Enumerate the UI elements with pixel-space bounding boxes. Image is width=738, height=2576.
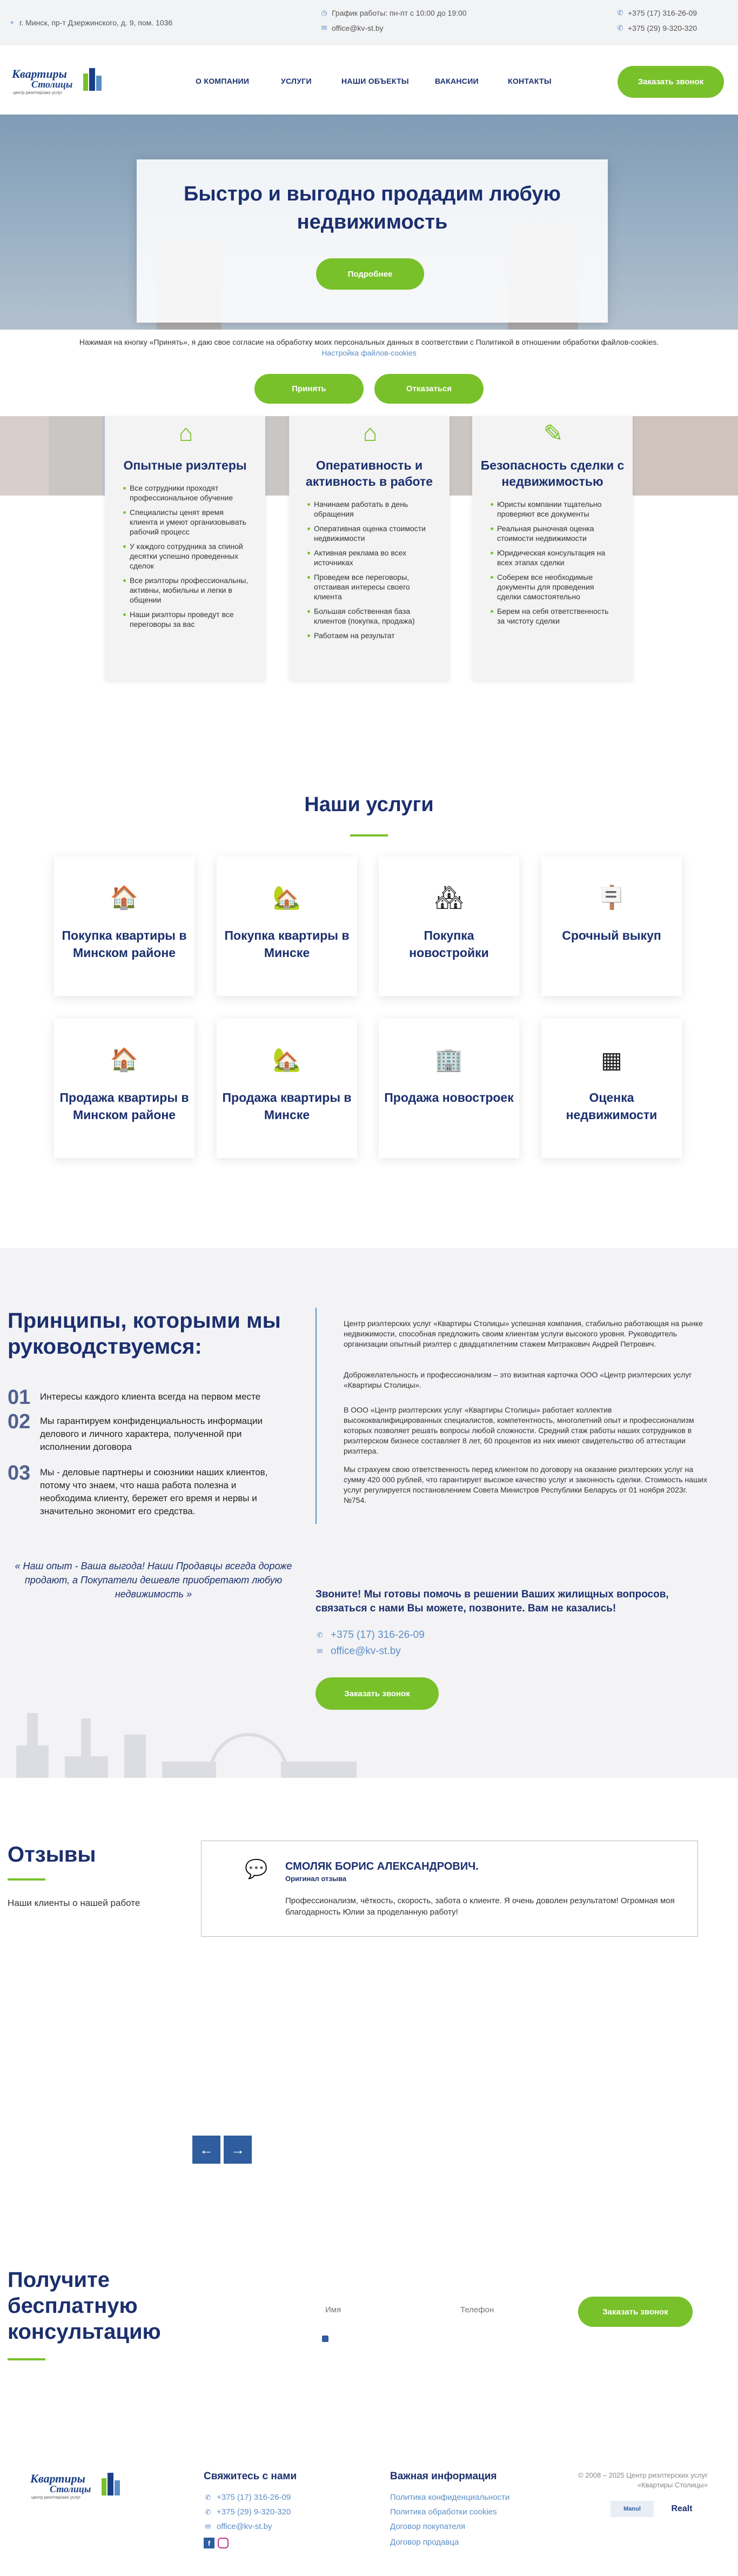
order-call-button[interactable]: Заказать звонок (618, 66, 724, 98)
clock-icon: ◷ (321, 9, 327, 17)
phone-icon: ✆ (617, 9, 623, 17)
quote: « Наш опыт - Ваша выгода! Наши Продавцы всегда дороже продают, а Покупатели дешевле приобретают любую недвижимость » (15, 1561, 292, 1600)
prev-arrow-icon[interactable]: ← (192, 2136, 220, 2164)
order-call-button[interactable]: Заказать звонок (578, 2297, 693, 2327)
hero-card (137, 159, 608, 323)
list-item: Специалисты ценят время клиента и умеют организовывать рабочий процесс (123, 507, 249, 537)
house-clock-icon: ⌂ (363, 420, 378, 446)
briefcase-icon: ⌂ (178, 420, 193, 446)
hands-house-icon: 🏡 (272, 1046, 301, 1072)
email-link[interactable]: ✉ office@kv-st.by (316, 1645, 401, 1657)
email-link[interactable]: ✉ office@kv-st.by (320, 24, 384, 32)
instagram-icon[interactable] (218, 2538, 229, 2548)
phone-link-1[interactable]: ✆ +375 (17) 316-26-09 (616, 9, 697, 17)
contacts-title: Свяжитесь с нами (204, 2471, 297, 2482)
address: ⌖ г. Минск, пр-т Дзержинского, д. 9, пом. 1036 (8, 18, 172, 27)
phone-link[interactable]: ✆ +375 (17) 316-26-09 (316, 1629, 425, 1641)
footer-link[interactable]: Договор продавца (390, 2538, 459, 2547)
house-sale-icon: 🏠 (110, 1046, 139, 1072)
divider (350, 834, 388, 837)
list-item: Соберем все необходимые документы для проведения сделки самостоятельно (491, 572, 616, 601)
footer-link[interactable]: Договор покупателя (390, 2522, 466, 2531)
email-icon: ✉ (317, 1647, 323, 1655)
feature-card-realtors: ⌂ Опытные риэлтеры Все сотрудники проходят профессиональное обучение Специалисты ценят время клиента и умеют организовывать рабочий процесс У каждого сотрудника за спиной десятки успешно проведенных сделок Все риэлторы профессиональны, активны, мобильны и легки в общении Наши риэлторы проведут все переговоры за вас (105, 416, 265, 681)
email-link[interactable]: ✉ office@kv-st.by (204, 2522, 272, 2531)
copyright: © 2008 – 2025 Центр риэлтерских услуг «Квартиры Столицы» (578, 2471, 708, 2489)
email-icon: ✉ (205, 2522, 211, 2531)
more-button[interactable]: Подробнее (316, 258, 424, 290)
email-icon: ✉ (321, 24, 327, 32)
cookie-decline-button[interactable]: Отказаться (374, 374, 484, 404)
list-item: Оперативная оценка стоимости недвижимости (307, 524, 433, 543)
nav-objects[interactable]: НАШИ ОБЪЕКТЫ (341, 77, 409, 85)
service-card[interactable]: 🏠 Покупка квартиры в Минском районе (54, 857, 194, 996)
divider (8, 1878, 45, 1881)
nav-contacts[interactable]: КОНТАКТЫ (508, 77, 552, 85)
mobile-icon: ✆ (205, 2507, 211, 2516)
document-pen-icon: ✎ (543, 420, 563, 447)
service-card[interactable]: 🪧 Срочный выкуп (541, 857, 682, 996)
phone-icon: ✆ (317, 1631, 323, 1639)
hand-house-icon: 🏡 (272, 884, 301, 910)
service-card[interactable]: 🏡 Покупка квартиры в Минске (217, 857, 357, 996)
service-card[interactable]: 🏠 Продажа квартиры в Минском районе (54, 1019, 194, 1158)
footer-link[interactable]: Политика обработки cookies (390, 2507, 497, 2517)
divider (316, 1308, 317, 1524)
phone-input[interactable] (460, 2298, 568, 2322)
cookie-settings-link[interactable]: Настройка файлов-cookies (321, 349, 417, 357)
building-icon: 🏢 (434, 1046, 464, 1072)
divider (8, 2358, 45, 2360)
reviews-title: Отзывы (8, 1843, 96, 1866)
footer-logo[interactable]: Квартиры Столицы центр риэлтерских услуг (30, 2471, 122, 2501)
city-illustration (0, 1643, 367, 1778)
phone-link-1[interactable]: ✆ +375 (17) 316-26-09 (204, 2493, 291, 2502)
footer (0, 2453, 738, 2576)
list-item: Начинаем работать в день обращения (307, 499, 433, 519)
service-card[interactable]: 🏘 Покупка новостройки (379, 857, 519, 996)
list-item: Реальная рыночная оценка стоимости недвижимости (491, 524, 616, 543)
social-links (204, 2538, 229, 2548)
location-icon: ⌖ (10, 18, 14, 26)
cookie-text: Нажимая на кнопку «Принять», я даю свое согласие на обработку моих персональных данных в соответствии с Политикой в отношении обработки файлов-cookies. (79, 338, 659, 346)
cookie-accept-button[interactable]: Принять (254, 374, 364, 404)
list-item: Юридическая консультация на всех этапах сделки (491, 548, 616, 567)
hero-title: Быстро и выгодно продадим любую недвижимость (183, 183, 561, 233)
principles-section: Принципы, которыми мы руководствуемся: 01 Интересы каждого клиента всегда на первом месте 02 Мы гарантируем конфиденциальность информации делового и личного характера, полученной при исполнении договора 03 Мы - деловые партнеры и союзники наших клиентов, потому что знаем, что наша работа полезна и необходима клиенту, бережет его время и нервы и значительно экономит его средства. « Наш опыт - Ваша выгода! Наши Продавцы всегда дороже продают, а Покупатели дешевле приобретают любую недвижимость » Центр риэлтерских услуг «Квартиры Столицы» успешная компания, стабильно работающая на рынке недвижимости, способная предложить своим клиентам услуги высокого уровня. Руководитель организации опытный риэлтер с двадцатилетним стажем Митракович Андрей Петрович. Доброжелательность и профессионализм – это визитная карточка ООО «Центр риэлтерских услуг «Квартиры Столицы». В ООО «Центр риэлтерских услуг «Квартиры Столицы» работает коллектив высококвалифицированных специалистов, компетентность, многолетний опыт и профессионализм которых позволяет решать вопросы любой сложности. Средний стаж работы наших сотрудников в риэлтерском бизнесе составляет 8 лет, 60 процентов из них имеют свидетельство об аттестации риэлтера. Мы страхуем свою ответственность перед клиентом по договору на оказание риэлтерских услуг на сумму 420 000 рублей, что гарантирует высокое качество услуг и законность сделки. Стоимость наших услуг регулируется постановлением Совета Министров Республики Беларусь от 01 ноября 2023г. №754. Звоните! Мы готовы помочь в решении Ваших жилищных вопросов, связаться с нами Вы можете, позвоните. Вам не казались! ✆ +375 (17) 316-26-09 ✉ office@kv-st.by Заказать звонок (0, 1248, 738, 1778)
consult-title: Получите бесплатную консультацию (8, 2268, 161, 2344)
schedule: ◷ График работы: пн-пт с 10:00 до 19:00 (320, 9, 467, 17)
top-bar (0, 0, 738, 45)
feature-card-safety: ✎ Безопасность сделки с недвижимостью Юристы компании тщательно проверяют все документы Реальная рыночная оценка стоимости недвижимости Юридическая консультация на всех этапах сделки Соберем все необходимые документы для проведения сделки самостоятельно Берем на себя ответственность за чистоту сделки (472, 416, 633, 681)
partner-badge[interactable]: Manul (610, 2501, 654, 2517)
nav-services[interactable]: УСЛУГИ (281, 77, 312, 85)
nav-vacancies[interactable]: ВАКАНСИИ (435, 77, 479, 85)
plan-icon: ▦ (601, 1047, 622, 1073)
services-title: Наши услуги (304, 793, 434, 816)
reviews-subtitle: Наши клиенты о нашей работе (8, 1898, 140, 1908)
logo-buildings-icon (82, 66, 104, 91)
sign-icon: 🪧 (597, 884, 626, 910)
consent-checkbox[interactable] (322, 2336, 328, 2342)
list-item: Наши риэлторы проведут все переговоры за вас (123, 610, 249, 629)
review-source-link[interactable]: Оригинал отзыва (285, 1875, 347, 1883)
order-call-button[interactable]: Заказать звонок (316, 1677, 439, 1710)
list-item: Проведем все переговоры, отстаивая интересы своего клиента (307, 572, 433, 601)
phone-link-2[interactable]: ✆ +375 (29) 9-320-320 (616, 24, 697, 32)
nav-about[interactable]: О КОМПАНИИ (196, 77, 250, 85)
list-item: Работаем на результат (307, 631, 433, 640)
header (0, 45, 738, 118)
phone-icon: ✆ (205, 2493, 211, 2501)
review-text: Профессионализм, чёткость, скорость, забота о клиенте. Я очень доволен результатом! Огромная моя благодарность Юлии за проделанную работу! (285, 1896, 675, 1917)
house-buy-icon: 🏠 (110, 884, 139, 910)
review-card (201, 1841, 698, 1937)
service-card[interactable]: ▦ Оценка недвижимости (541, 1019, 682, 1158)
list-item: У каждого сотрудника за спиной десятки успешно проведенных сделок (123, 541, 249, 571)
cookie-banner (0, 330, 738, 416)
callout: Звоните! Мы готовы помочь в решении Ваших жилищных вопросов, связаться с нами Вы можете, позвоните. Вам не казались! (316, 1589, 669, 1614)
list-item: Большая собственная база клиентов (покупка, продажа) (307, 606, 433, 626)
partner-badge[interactable]: Realt (660, 2501, 703, 2517)
service-card[interactable]: 🏢 Продажа новостроек (379, 1019, 519, 1158)
chat-icon: 💬 (245, 1859, 268, 1879)
logo[interactable]: Квартиры Столицы центр риэлтерских услуг (12, 66, 104, 96)
mobile-icon: ✆ (617, 24, 623, 32)
list-item: Все сотрудники проходят профессиональное обучение (123, 483, 249, 503)
list-item: Все риэлторы профессиональны, активны, мобильны и легки в общении (123, 576, 249, 605)
new-house-icon: 🏘 (434, 884, 464, 910)
feature-card-speed: ⌂ Оперативность и активность в работе Начинаем работать в день обращения Оперативная оценка стоимости недвижимости Активная реклама во всех источниках Проведем все переговоры, отстаивая интересы своего клиента Большая собственная база клиентов (покупка, продажа) Работаем на результат (289, 416, 449, 681)
info-title: Важная информация (390, 2471, 497, 2482)
list-item: Юристы компании тщательно проверяют все документы (491, 499, 616, 519)
service-card[interactable]: 🏡 Продажа квартиры в Минске (217, 1019, 357, 1158)
name-input[interactable] (325, 2298, 433, 2322)
review-author: СМОЛЯК БОРИС АЛЕКСАНДРОВИЧ. (285, 1861, 479, 1872)
next-arrow-icon[interactable]: → (224, 2136, 252, 2164)
footer-link[interactable]: Политика конфиденциальности (390, 2493, 510, 2502)
phone-link-2[interactable]: ✆ +375 (29) 9-320-320 (204, 2507, 291, 2517)
list-item: Берем на себя ответственность за чистоту сделки (491, 606, 616, 626)
principles-title: Принципы, которыми мы руководствуемся: (8, 1309, 281, 1359)
list-item: Активная реклама во всех источниках (307, 548, 433, 567)
facebook-icon[interactable]: f (204, 2538, 214, 2548)
logo-buildings-icon (100, 2471, 122, 2495)
